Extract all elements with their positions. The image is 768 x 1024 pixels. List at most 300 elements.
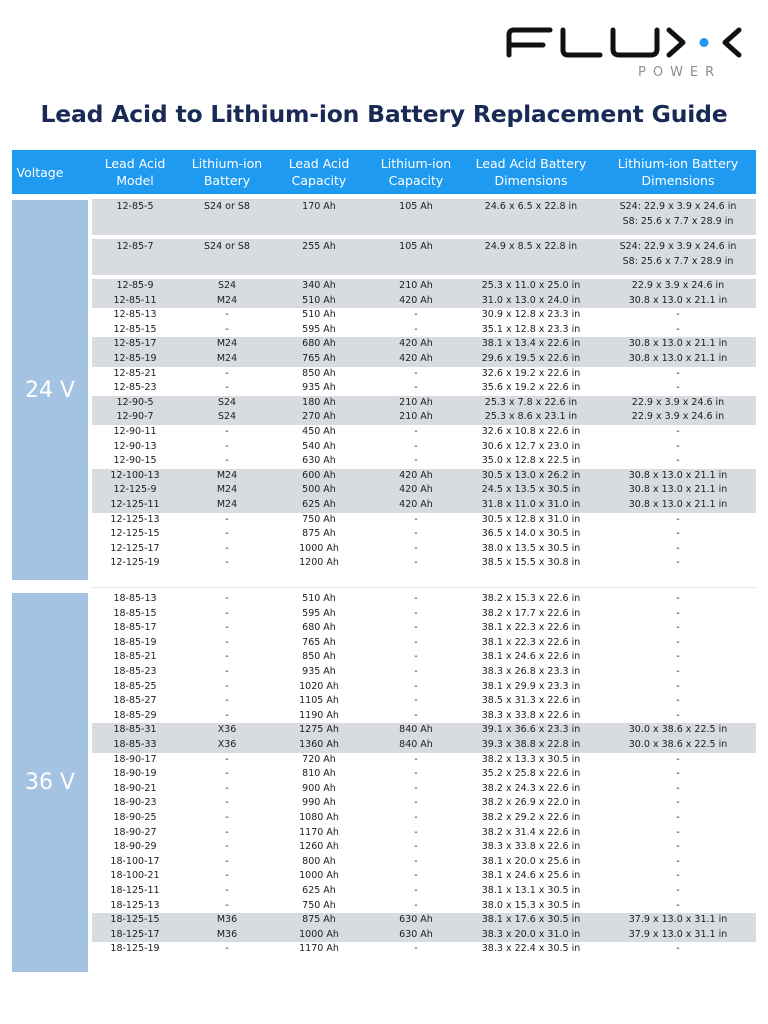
lead-acid-capacity: 1000 Ah [299, 542, 339, 554]
lead-acid-capacity: 935 Ah [302, 666, 336, 677]
lead-acid-dimensions: 38.5 x 15.5 x 30.8 in [481, 557, 581, 569]
table-row [92, 542, 756, 557]
lithium-ion-dimensions: 30.0 x 38.6 x 22.5 in [628, 724, 728, 736]
lead-acid-capacity: 850 Ah [302, 651, 336, 663]
lead-acid-capacity: 900 Ah [302, 782, 336, 794]
lead-acid-model: 18-85-33 [113, 739, 157, 750]
lithium-ion-capacity: - [414, 367, 418, 379]
lead-acid-capacity: 625 Ah [302, 885, 336, 896]
lithium-ion-dimensions: - [676, 367, 680, 379]
lithium-ion-battery: - [225, 855, 229, 867]
table-row [92, 337, 756, 352]
lithium-ion-capacity: - [414, 885, 418, 896]
lithium-ion-capacity: - [414, 382, 418, 394]
lithium-ion-capacity: - [414, 841, 418, 853]
table-row [92, 942, 756, 957]
lead-acid-capacity: 625 Ah [302, 499, 336, 510]
table-row [92, 381, 756, 396]
lead-acid-capacity: 680 Ah [302, 338, 336, 350]
lithium-ion-capacity: 105 Ah [399, 241, 433, 252]
lead-acid-capacity: 255 Ah [302, 241, 336, 252]
lithium-ion-capacity: 420 Ah [399, 469, 433, 481]
lead-acid-model: 18-85-25 [113, 680, 157, 692]
table-row [92, 199, 756, 235]
table-row [92, 869, 756, 884]
lead-acid-dimensions: 38.3 x 20.0 x 31.0 in [481, 928, 581, 940]
lead-acid-capacity: 340 Ah [302, 280, 336, 291]
lithium-ion-capacity: - [414, 455, 418, 467]
table-row [92, 680, 756, 695]
lithium-ion-battery: - [225, 528, 229, 540]
table-row [92, 694, 756, 709]
lead-acid-dimensions: 35.1 x 12.8 x 23.3 in [481, 323, 581, 335]
table-row [92, 650, 756, 665]
table-row [92, 855, 756, 870]
lithium-ion-dimensions: - [676, 323, 680, 335]
lithium-ion-capacity: 630 Ah [399, 928, 433, 940]
lithium-ion-capacity: - [414, 855, 418, 867]
lead-acid-model: 12-90-15 [113, 455, 157, 467]
table-row [92, 527, 756, 542]
lead-acid-model: 18-85-15 [113, 607, 157, 619]
lead-acid-model: 12-85-17 [113, 338, 157, 350]
lithium-ion-capacity: - [414, 709, 418, 721]
header-voltage: Voltage [16, 164, 64, 180]
lead-acid-model: 12-125-17 [110, 542, 160, 554]
table-row [92, 709, 756, 724]
lithium-ion-dimensions: 30.0 x 38.6 x 22.5 in [628, 739, 728, 750]
lithium-ion-battery: - [225, 455, 229, 467]
lead-acid-dimensions: 25.3 x 11.0 x 25.0 in [481, 280, 581, 291]
table-row [92, 767, 756, 782]
lead-acid-capacity: 1105 Ah [299, 695, 339, 707]
lithium-ion-capacity: - [414, 768, 418, 780]
table-row [92, 308, 756, 323]
table-row [92, 607, 756, 622]
lead-acid-model: 12-85-5 [116, 201, 154, 212]
lead-acid-dimensions: 38.1 x 22.3 x 22.6 in [481, 622, 581, 634]
lithium-ion-capacity: - [414, 899, 418, 911]
lithium-ion-dimensions: - [676, 593, 680, 604]
lithium-ion-dimensions: - [676, 899, 680, 911]
table-row [92, 621, 756, 636]
lithium-ion-battery: M24 [216, 469, 238, 481]
table-row [92, 665, 756, 680]
lead-acid-dimensions: 38.2 x 15.3 x 22.6 in [481, 593, 581, 604]
lead-acid-dimensions: 38.2 x 24.3 x 22.6 in [481, 782, 581, 794]
lithium-ion-battery: - [225, 797, 229, 809]
lead-acid-model: 18-85-27 [113, 695, 157, 707]
lead-acid-model: 12-90-5 [116, 396, 154, 408]
lead-acid-dimensions: 25.3 x 8.6 x 23.1 in [484, 411, 578, 423]
lithium-ion-capacity: 420 Ah [399, 294, 433, 306]
lead-acid-capacity: 1170 Ah [299, 826, 339, 838]
lithium-ion-battery: - [225, 812, 229, 823]
lead-acid-dimensions: 39.3 x 38.8 x 22.8 in [481, 739, 581, 750]
lead-acid-capacity: 1200 Ah [299, 557, 339, 569]
lithium-ion-capacity: - [414, 636, 418, 648]
lead-acid-capacity: 1000 Ah [299, 928, 339, 940]
lithium-ion-capacity: - [414, 607, 418, 619]
lead-acid-model: 12-85-19 [113, 353, 157, 364]
lead-acid-model: 12-125-19 [110, 557, 160, 569]
lead-acid-model: 18-85-23 [113, 666, 157, 677]
lead-acid-model: 12-85-21 [113, 367, 157, 379]
lithium-ion-dimensions: - [676, 753, 680, 765]
lead-acid-model: 12-85-9 [116, 280, 154, 291]
lead-acid-capacity: 765 Ah [302, 636, 336, 648]
lithium-ion-battery: S24 [217, 411, 237, 423]
lead-acid-capacity: 935 Ah [302, 382, 336, 394]
table-row [92, 352, 756, 367]
lead-acid-dimensions: 38.5 x 31.3 x 22.6 in [481, 695, 581, 707]
lithium-ion-capacity: - [414, 513, 418, 525]
header-lead-acid-capacity: Lead Acid Capacity [288, 156, 350, 188]
lead-acid-model: 12-125-11 [110, 499, 160, 510]
lead-acid-capacity: 850 Ah [302, 367, 336, 379]
lithium-ion-battery: - [225, 695, 229, 707]
lithium-ion-dimensions: - [676, 709, 680, 721]
lithium-ion-dimensions: 30.8 x 13.0 x 21.1 in [628, 338, 728, 350]
table-row [92, 513, 756, 528]
lead-acid-capacity: 750 Ah [302, 513, 336, 525]
lithium-ion-capacity: - [414, 870, 418, 882]
table-row [92, 913, 756, 928]
table-row [92, 279, 756, 294]
lithium-ion-capacity: - [414, 542, 418, 554]
lithium-ion-capacity: - [414, 557, 418, 569]
lead-acid-capacity: 1080 Ah [299, 812, 339, 823]
lead-acid-capacity: 180 Ah [302, 396, 336, 408]
lithium-ion-dimensions: - [676, 870, 680, 882]
lithium-ion-dimensions: 22.9 x 3.9 x 24.6 in [631, 396, 725, 408]
lead-acid-capacity: 1360 Ah [299, 739, 339, 750]
lithium-ion-battery: - [225, 753, 229, 765]
header-lithium-ion-battery: Lithium-ion Battery [191, 156, 263, 188]
section-divider [92, 587, 756, 588]
lithium-ion-battery: - [225, 870, 229, 882]
lead-acid-capacity: 810 Ah [302, 768, 336, 780]
header-lithium-ion-dimensions: Lithium-ion Battery Dimensions [617, 156, 739, 188]
lead-acid-capacity: 990 Ah [302, 797, 336, 809]
lead-acid-dimensions: 30.5 x 12.8 x 31.0 in [481, 513, 581, 525]
lithium-ion-capacity: - [414, 528, 418, 540]
lead-acid-dimensions: 30.6 x 12.7 x 23.0 in [481, 440, 581, 452]
lithium-ion-capacity: 210 Ah [399, 280, 433, 291]
lithium-ion-battery: M24 [216, 294, 238, 306]
lead-acid-dimensions: 38.1 x 24.6 x 25.6 in [481, 870, 581, 882]
lithium-ion-dimensions: 30.8 x 13.0 x 21.1 in [628, 499, 728, 510]
lithium-ion-dimensions: - [676, 768, 680, 780]
table-row [92, 753, 756, 768]
lead-acid-dimensions: 38.3 x 26.8 x 23.3 in [481, 666, 581, 677]
lead-acid-model: 12-85-23 [113, 382, 157, 394]
lead-acid-capacity: 875 Ah [302, 914, 336, 926]
lithium-ion-battery: X36 [217, 739, 237, 750]
table-row [92, 425, 756, 440]
lithium-ion-dimensions: 37.9 x 13.0 x 31.1 in [628, 914, 728, 926]
table-row [92, 239, 756, 275]
lithium-ion-capacity: - [414, 753, 418, 765]
lithium-ion-capacity: - [414, 826, 418, 838]
lead-acid-capacity: 510 Ah [302, 294, 336, 306]
lead-acid-model: 18-100-17 [110, 855, 160, 867]
lead-acid-model: 18-90-19 [113, 768, 157, 780]
table-row [92, 899, 756, 914]
lead-acid-capacity: 1170 Ah [299, 943, 339, 955]
lead-acid-model: 12-85-15 [113, 323, 157, 335]
table-row [92, 294, 756, 309]
lithium-ion-dimensions: - [676, 666, 680, 677]
lithium-ion-capacity: - [414, 943, 418, 955]
lithium-ion-battery: - [225, 542, 229, 554]
lead-acid-dimensions: 36.5 x 14.0 x 30.5 in [481, 528, 581, 540]
lithium-ion-dimensions: - [676, 651, 680, 663]
lithium-ion-dimensions: - [676, 455, 680, 467]
lithium-ion-dimensions: - [676, 542, 680, 554]
lead-acid-model: 12-125-13 [110, 513, 160, 525]
lead-acid-dimensions: 38.0 x 15.3 x 30.5 in [481, 899, 581, 911]
lithium-ion-dimensions: - [676, 943, 680, 955]
lithium-ion-capacity: - [414, 680, 418, 692]
lithium-ion-battery: - [225, 557, 229, 569]
lithium-ion-capacity: 420 Ah [399, 499, 433, 510]
lithium-ion-dimensions: - [676, 382, 680, 394]
lithium-ion-capacity: - [414, 426, 418, 437]
lithium-ion-battery: - [225, 885, 229, 896]
lithium-ion-battery: - [225, 323, 229, 335]
lithium-ion-dimensions: - [676, 557, 680, 569]
lead-acid-capacity: 630 Ah [302, 455, 336, 467]
lithium-ion-battery: M24 [216, 338, 238, 350]
table-row [92, 738, 756, 753]
table-row [92, 323, 756, 338]
lead-acid-dimensions: 38.2 x 26.9 x 22.0 in [481, 797, 581, 809]
table-row [92, 782, 756, 797]
lithium-ion-capacity: - [414, 440, 418, 452]
table-row [92, 826, 756, 841]
lead-acid-dimensions: 25.3 x 7.8 x 22.6 in [484, 396, 578, 408]
lead-acid-capacity: 1260 Ah [299, 841, 339, 853]
lithium-ion-battery: - [225, 826, 229, 838]
lead-acid-dimensions: 38.2 x 31.4 x 22.6 in [481, 826, 581, 838]
lead-acid-dimensions: 24.5 x 13.5 x 30.5 in [481, 484, 581, 496]
lead-acid-capacity: 765 Ah [302, 353, 336, 364]
lead-acid-model: 12-90-11 [113, 426, 157, 437]
lead-acid-model: 18-90-29 [113, 841, 157, 853]
lead-acid-dimensions: 31.8 x 11.0 x 31.0 in [481, 499, 581, 510]
lead-acid-model: 18-85-19 [113, 636, 157, 648]
lithium-ion-battery: S24 or S8 [204, 201, 250, 212]
table-row [92, 884, 756, 899]
lithium-ion-battery: S24 or S8 [204, 241, 250, 252]
lithium-ion-capacity: - [414, 695, 418, 707]
lithium-ion-battery: - [225, 367, 229, 379]
lithium-ion-dimensions: - [676, 841, 680, 853]
lead-acid-model: 18-90-27 [113, 826, 157, 838]
lithium-ion-dimensions: - [676, 622, 680, 634]
lithium-ion-battery: - [225, 841, 229, 853]
lithium-ion-capacity: - [414, 782, 418, 794]
lithium-ion-dimensions: - [676, 826, 680, 838]
lithium-ion-capacity: - [414, 651, 418, 663]
lithium-ion-dimensions: 22.9 x 3.9 x 24.6 in [631, 411, 725, 423]
lithium-ion-dimensions: - [676, 426, 680, 437]
lead-acid-model: 18-90-25 [113, 812, 157, 823]
lithium-ion-battery: M24 [216, 484, 238, 496]
lead-acid-model: 12-85-13 [113, 309, 157, 321]
lithium-ion-capacity: - [414, 622, 418, 634]
lead-acid-model: 18-85-21 [113, 651, 157, 663]
lithium-ion-capacity: - [414, 309, 418, 321]
lithium-ion-capacity: 420 Ah [399, 484, 433, 496]
voltage-label-36v: 36 V [12, 593, 88, 972]
lead-acid-capacity: 595 Ah [302, 323, 336, 335]
lead-acid-capacity: 720 Ah [302, 753, 336, 765]
header-lead-acid-dimensions: Lead Acid Battery Dimensions [475, 156, 587, 188]
lead-acid-dimensions: 32.6 x 19.2 x 22.6 in [481, 367, 581, 379]
table-row [92, 367, 756, 382]
lithium-ion-capacity: - [414, 666, 418, 677]
lithium-ion-dimensions: 30.8 x 13.0 x 21.1 in [628, 294, 728, 306]
lithium-ion-dimensions: - [676, 528, 680, 540]
lead-acid-capacity: 875 Ah [302, 528, 336, 540]
lithium-ion-capacity: 210 Ah [399, 411, 433, 423]
table-row [92, 483, 756, 498]
lead-acid-model: 18-85-31 [113, 724, 157, 736]
table-row [92, 928, 756, 943]
table-header [12, 150, 756, 194]
lead-acid-capacity: 1190 Ah [299, 709, 339, 721]
lithium-ion-dimensions: 22.9 x 3.9 x 24.6 in [631, 280, 725, 291]
lithium-ion-capacity: 210 Ah [399, 396, 433, 408]
page-title: Lead Acid to Lithium-ion Battery Replacement Guide [40, 100, 728, 128]
lithium-ion-dimensions: - [676, 812, 680, 823]
lead-acid-model: 12-85-11 [113, 294, 157, 306]
lead-acid-model: 12-85-7 [116, 241, 154, 252]
lithium-ion-battery: M36 [216, 914, 238, 926]
lithium-ion-dimensions: 30.8 x 13.0 x 21.1 in [628, 484, 728, 496]
lead-acid-dimensions: 39.1 x 36.6 x 23.3 in [481, 724, 581, 736]
lead-acid-model: 12-90-13 [113, 440, 157, 452]
lithium-ion-battery: - [225, 651, 229, 663]
lithium-ion-dimensions: 30.8 x 13.0 x 21.1 in [628, 469, 728, 481]
lead-acid-model: 18-100-21 [110, 870, 160, 882]
lithium-ion-capacity: 840 Ah [399, 739, 433, 750]
lithium-ion-capacity: - [414, 812, 418, 823]
lithium-ion-dimensions: 30.8 x 13.0 x 21.1 in [628, 353, 728, 364]
table-row [92, 840, 756, 855]
lithium-ion-dimensions: - [676, 797, 680, 809]
voltage-label-24v: 24 V [12, 200, 88, 580]
lead-acid-dimensions: 38.0 x 13.5 x 30.5 in [481, 542, 581, 554]
lead-acid-dimensions: 30.9 x 12.8 x 23.3 in [481, 309, 581, 321]
lead-acid-dimensions: 38.2 x 17.7 x 22.6 in [481, 607, 581, 619]
lithium-ion-battery: S24 [217, 280, 237, 291]
lithium-ion-battery: X36 [217, 724, 237, 736]
lithium-ion-dimensions: - [676, 309, 680, 321]
lithium-ion-battery: - [225, 680, 229, 692]
lithium-ion-battery: - [225, 782, 229, 794]
lithium-ion-dimensions: 37.9 x 13.0 x 31.1 in [628, 928, 728, 940]
lithium-ion-battery: - [225, 622, 229, 634]
lithium-ion-battery: - [225, 382, 229, 394]
lithium-ion-battery: - [225, 309, 229, 321]
lithium-ion-battery: - [225, 943, 229, 955]
lead-acid-dimensions: 24.6 x 6.5 x 22.8 in [484, 201, 578, 212]
lead-acid-model: 12-125-9 [113, 484, 157, 496]
lead-acid-capacity: 450 Ah [302, 426, 336, 437]
lithium-ion-dimensions: - [676, 513, 680, 525]
lead-acid-model: 18-85-29 [113, 709, 157, 721]
table-row [92, 723, 756, 738]
lithium-ion-dimensions: - [676, 855, 680, 867]
table-row [92, 498, 756, 513]
lead-acid-capacity: 1000 Ah [299, 870, 339, 882]
header-lithium-ion-capacity: Lithium-ion Capacity [380, 156, 452, 188]
table-row [92, 440, 756, 455]
lead-acid-dimensions: 32.6 x 10.8 x 22.6 in [481, 426, 581, 437]
lead-acid-capacity: 1020 Ah [299, 680, 339, 692]
lithium-ion-capacity: 840 Ah [399, 724, 433, 736]
lithium-ion-dimensions: - [676, 695, 680, 707]
lead-acid-capacity: 800 Ah [302, 855, 336, 867]
lithium-ion-dimensions: S24: 22.9 x 3.9 x 24.6 in S8: 25.6 x 7.7 x 28.9 in [619, 241, 737, 267]
table-row [92, 469, 756, 484]
lead-acid-dimensions: 38.1 x 24.6 x 22.6 in [481, 651, 581, 663]
lithium-ion-battery: - [225, 426, 229, 437]
lead-acid-model: 18-90-17 [113, 753, 157, 765]
table-row [92, 410, 756, 425]
lithium-ion-dimensions: - [676, 607, 680, 619]
lithium-ion-battery: S24 [217, 396, 237, 408]
lead-acid-dimensions: 38.1 x 20.0 x 25.6 in [481, 855, 581, 867]
lead-acid-dimensions: 30.5 x 13.0 x 26.2 in [481, 469, 581, 481]
lead-acid-dimensions: 38.2 x 13.3 x 30.5 in [481, 753, 581, 765]
lithium-ion-capacity: 105 Ah [399, 201, 433, 212]
lead-acid-model: 18-90-21 [113, 782, 157, 794]
lithium-ion-dimensions: - [676, 440, 680, 452]
lead-acid-dimensions: 35.2 x 25.8 x 22.6 in [481, 768, 581, 780]
lead-acid-capacity: 500 Ah [302, 484, 336, 496]
header-lead-acid-model: Lead Acid Model [104, 156, 166, 188]
lithium-ion-battery: - [225, 899, 229, 911]
lithium-ion-battery: - [225, 440, 229, 452]
lithium-ion-battery: M24 [216, 353, 238, 364]
table-row [92, 396, 756, 411]
table-row [92, 592, 756, 607]
lead-acid-dimensions: 38.3 x 33.8 x 22.6 in [481, 709, 581, 721]
lithium-ion-capacity: 420 Ah [399, 353, 433, 364]
lead-acid-dimensions: 31.0 x 13.0 x 24.0 in [481, 294, 581, 306]
lead-acid-model: 18-125-19 [110, 943, 160, 955]
table-row [92, 811, 756, 826]
lead-acid-capacity: 170 Ah [302, 201, 336, 212]
lithium-ion-battery: M24 [216, 499, 238, 510]
table-row [92, 636, 756, 651]
lithium-ion-capacity: 630 Ah [399, 914, 433, 926]
lithium-ion-capacity: - [414, 797, 418, 809]
lead-acid-model: 12-125-15 [110, 528, 160, 540]
lead-acid-dimensions: 38.2 x 29.2 x 22.6 in [481, 812, 581, 823]
lithium-ion-dimensions: - [676, 680, 680, 692]
lead-acid-model: 18-125-13 [110, 899, 160, 911]
lithium-ion-battery: - [225, 593, 229, 604]
logo-subtitle: POWER [638, 65, 722, 80]
lead-acid-capacity: 1275 Ah [299, 724, 339, 736]
lithium-ion-battery: - [225, 709, 229, 721]
lead-acid-dimensions: 24.9 x 8.5 x 22.8 in [484, 241, 578, 252]
